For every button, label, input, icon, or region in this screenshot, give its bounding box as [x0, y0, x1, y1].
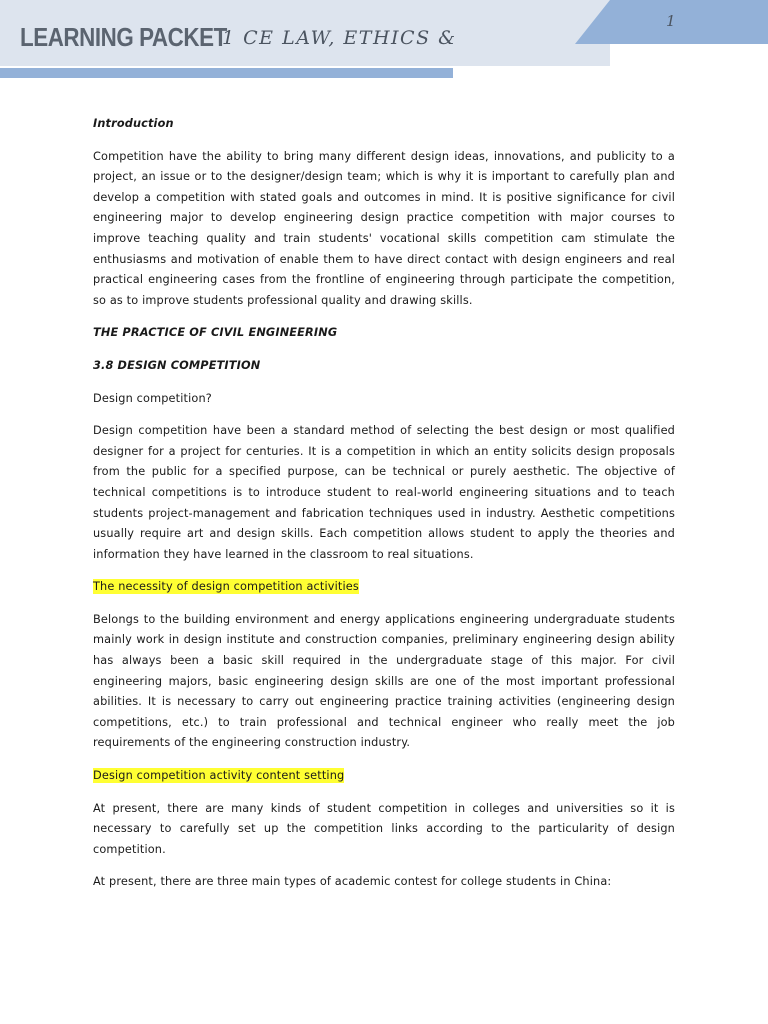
section-heading: THE PRACTICE OF CIVIL ENGINEERING	[93, 326, 338, 340]
subsection-heading: 3.8 DESIGN COMPETITION	[93, 358, 261, 372]
header-underline-bar	[0, 68, 453, 78]
document-body	[93, 114, 675, 905]
question-line: Design competition?	[93, 391, 212, 405]
definition-paragraph: Design competition have been a standard method of selecting the best design or most qualified designer for a project for centuries. It is a competition in which an entity solicits design proposals from the public for a specified purpose, can be technical or purely aesthetic. The objective of technical competitions is to introduce student to real-world engineering situations and to teach students project-management and fabrication techniques used in industry. Aesthetic competitions usually require art and design skills. Each competition allows student to apply the theories and information they have learned in the classroom to real situations.	[93, 424, 675, 561]
content-setting-heading: Design competition activity content setting	[93, 769, 345, 783]
necessity-heading: The necessity of design competition activities	[93, 580, 359, 594]
necessity-paragraph: Belongs to the building environment and energy applications engineering undergraduate students mainly work in design institute and construction companies, preliminary engineering design ability has always been a basic skill required in the undergraduate stage of this major. For civil engineering majors, basic engineering design skills are one of the most important professional abilities. It is necessary to carry out engineering practice training activities (engineering design competitions, etc.) to train professional and technical engineer who really meet the job requirements of the engineering construction industry.	[93, 612, 675, 750]
content-setting-paragraph: At present, there are many kinds of student competition in colleges and universities so it is necessary to carefully set up the competition links according to the particularity of design competition.	[93, 801, 675, 856]
page-number: 1	[666, 12, 676, 30]
content-setting-heading-line	[93, 766, 675, 787]
contest-types-paragraph: At present, there are three main types of academic contest for college students in China:	[93, 875, 612, 889]
page-header	[0, 0, 768, 66]
necessity-heading-line	[93, 577, 675, 598]
course-title: 1 CE LAW, ETHICS &	[222, 27, 457, 49]
intro-paragraph: Competition have the ability to bring many different design ideas, innovations, and publicity to a project, an issue or to the designer/design team; which is why it is important to carefully plan and develop a competition with stated goals and outcomes in mind. It is positive significance for civil engineering major to develop engineering design practice competition with major courses to improve teaching quality and train students' vocational skills competition cam stimulate the enthusiasms and motivation of enable them to have direct contact with design engineers and real practical engineering cases from the frontline of engineering through participate the competition, so as to improve students professional quality and drawing skills.	[93, 149, 675, 307]
intro-heading: Introduction	[93, 117, 174, 130]
packet-title: LEARNING PACKET	[20, 22, 227, 52]
